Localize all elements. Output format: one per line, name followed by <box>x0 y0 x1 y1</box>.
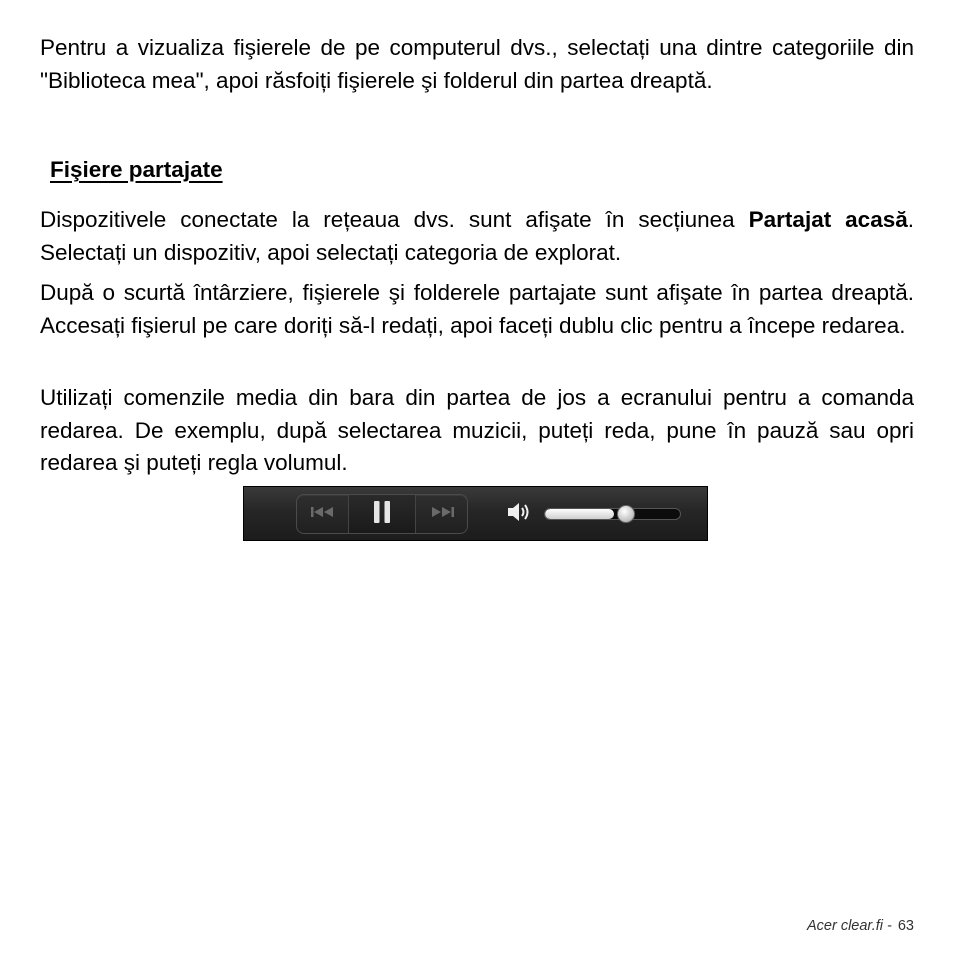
playback-button-group <box>296 494 468 534</box>
page-number: 63 <box>897 918 914 934</box>
delay-paragraph: După o scurtă întârziere, fişierele şi folderele partajate sunt afişate în partea dreaptă. Accesați fişierul pe care doriți să-l redați, apoi faceți dublu clic pentru a începe redarea. <box>40 280 914 338</box>
paragraph-text: . Selectați un dispozitiv, apoi selectați categoria de explorat. <box>40 207 915 265</box>
next-button[interactable] <box>416 495 467 533</box>
media-controls-paragraph: Utilizați comenzile media din bara din partea de jos a ecranului pentru a comanda redarea. De exemplu, după selectarea muzicii, puteți reda, pune în pauză sau opri redarea şi puteți regla volumul. <box>40 385 914 475</box>
pause-button[interactable] <box>349 495 416 533</box>
page-footer <box>807 918 914 934</box>
intro-paragraph: Pentru a vizualiza fişierele de pe computerul dvs., selectați una dintre categoriile din "Biblioteca mea", apoi răsfoiți fişierele şi folderul din partea dreaptă. <box>40 35 914 93</box>
skip-previous-icon <box>310 505 336 523</box>
footer-label: Acer clear.fi - <box>806 918 892 934</box>
speaker-volume-icon <box>507 501 533 528</box>
pause-icon <box>373 500 391 529</box>
paragraph-text: Dispozitivele conectate la rețeaua dvs. sunt afişate în secțiunea <box>40 207 749 232</box>
media-control-bar <box>243 486 708 541</box>
shared-devices-paragraph <box>40 204 914 269</box>
volume-mute-toggle[interactable] <box>506 502 534 526</box>
previous-button[interactable] <box>297 495 349 533</box>
volume-slider-fill <box>545 509 614 519</box>
section-heading: Fişiere partajate <box>50 157 223 182</box>
bold-term-partajat-acasa: Partajat acasă <box>748 207 908 232</box>
volume-slider-track[interactable] <box>544 508 681 520</box>
skip-next-icon <box>429 505 455 523</box>
volume-slider-handle[interactable] <box>617 505 635 523</box>
